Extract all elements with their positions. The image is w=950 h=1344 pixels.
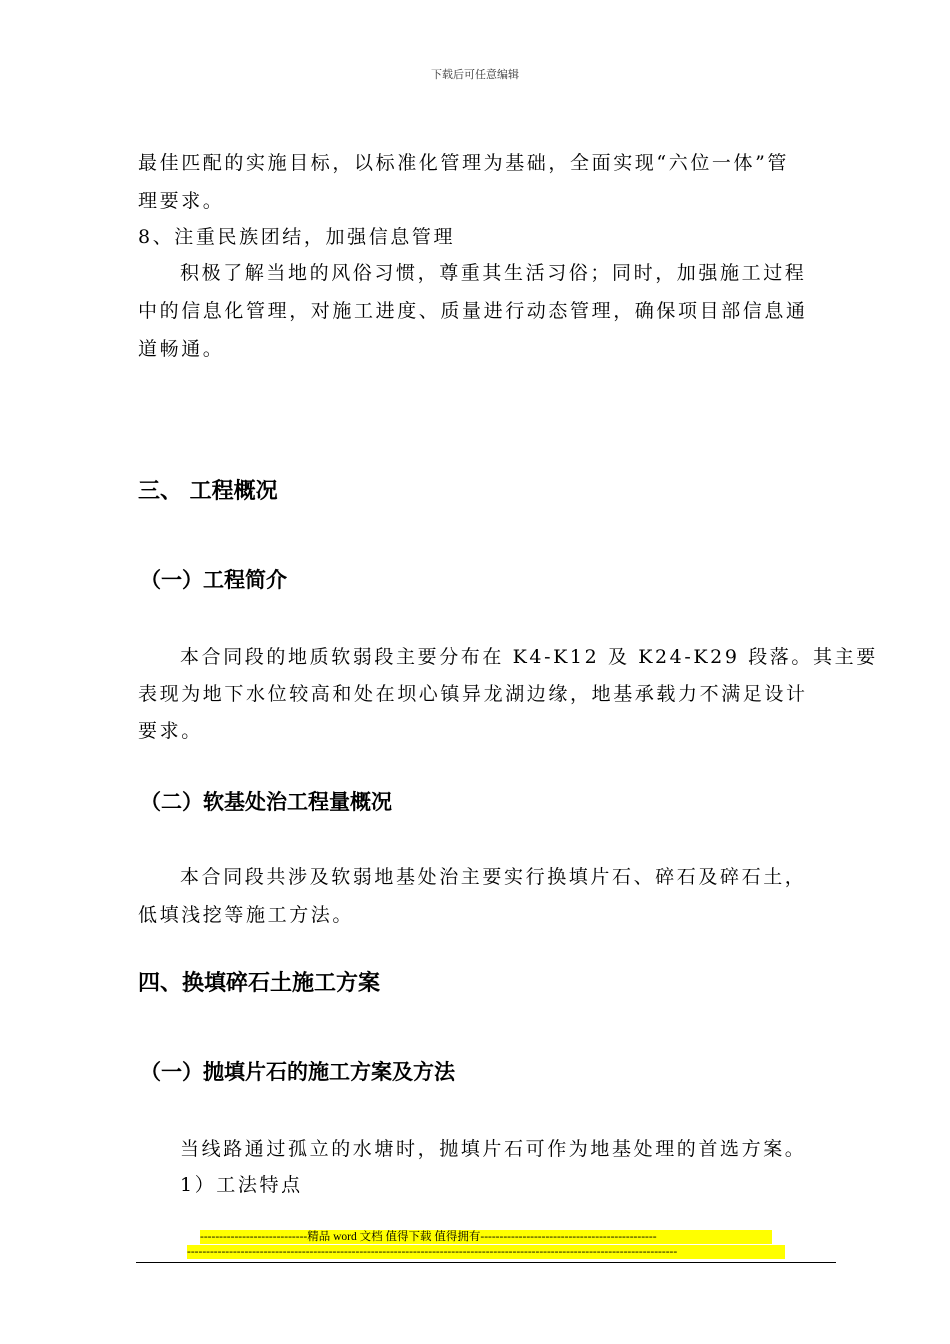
body-text: 表现为地下水位较高和处在坝心镇异龙湖边缘，地基承载力不满足设计 (138, 683, 808, 705)
body-text: 积极了解当地的风俗习惯，尊重其生活习俗；同时，加强施工过程 (180, 262, 807, 284)
body-text: 道畅通。 (138, 338, 225, 360)
body-text: 低填浅挖等施工方法。 (138, 904, 355, 926)
footer-banner: ----------------------------精品 word 文档 值得下载 值得拥有---------------------------------------------- (200, 1230, 772, 1244)
body-text: 要求。 (138, 720, 203, 742)
body-text: 本合同段的地质软弱段主要分布在 K4-K12 及 K24-K29 段落。其主要 (180, 646, 878, 668)
subsection-heading: （二）软基处治工程量概况 (140, 790, 392, 814)
footer-banner: -------------------------------------------------------------------------------------------------------------------------------- (187, 1245, 785, 1259)
section-heading: 四、换填碎石土施工方案 (138, 971, 381, 996)
item-heading: 8、注重民族团结，加强信息管理 (138, 226, 456, 248)
body-text: 当线路通过孤立的水塘时，抛填片石可作为地基处理的首选方案。 (180, 1138, 807, 1160)
subsection-heading: （一）抛填片石的施工方案及方法 (140, 1060, 455, 1084)
subsection-heading: （一）工程简介 (140, 568, 287, 592)
list-item: 1）工法特点 (180, 1174, 303, 1196)
body-text: 理要求。 (138, 190, 225, 212)
section-heading: 三、 工程概况 (138, 479, 278, 504)
body-text: 中的信息化管理，对施工进度、质量进行动态管理，确保项目部信息通 (138, 300, 808, 322)
body-text: 本合同段共涉及软弱地基处治主要实行换填片石、碎石及碎石土， (180, 866, 807, 888)
page-header: 下载后可任意编辑 (431, 68, 519, 81)
footer-rule (136, 1262, 836, 1263)
body-text: 最佳匹配的实施目标，以标准化管理为基础，全面实现“六位一体”管 (138, 152, 790, 174)
